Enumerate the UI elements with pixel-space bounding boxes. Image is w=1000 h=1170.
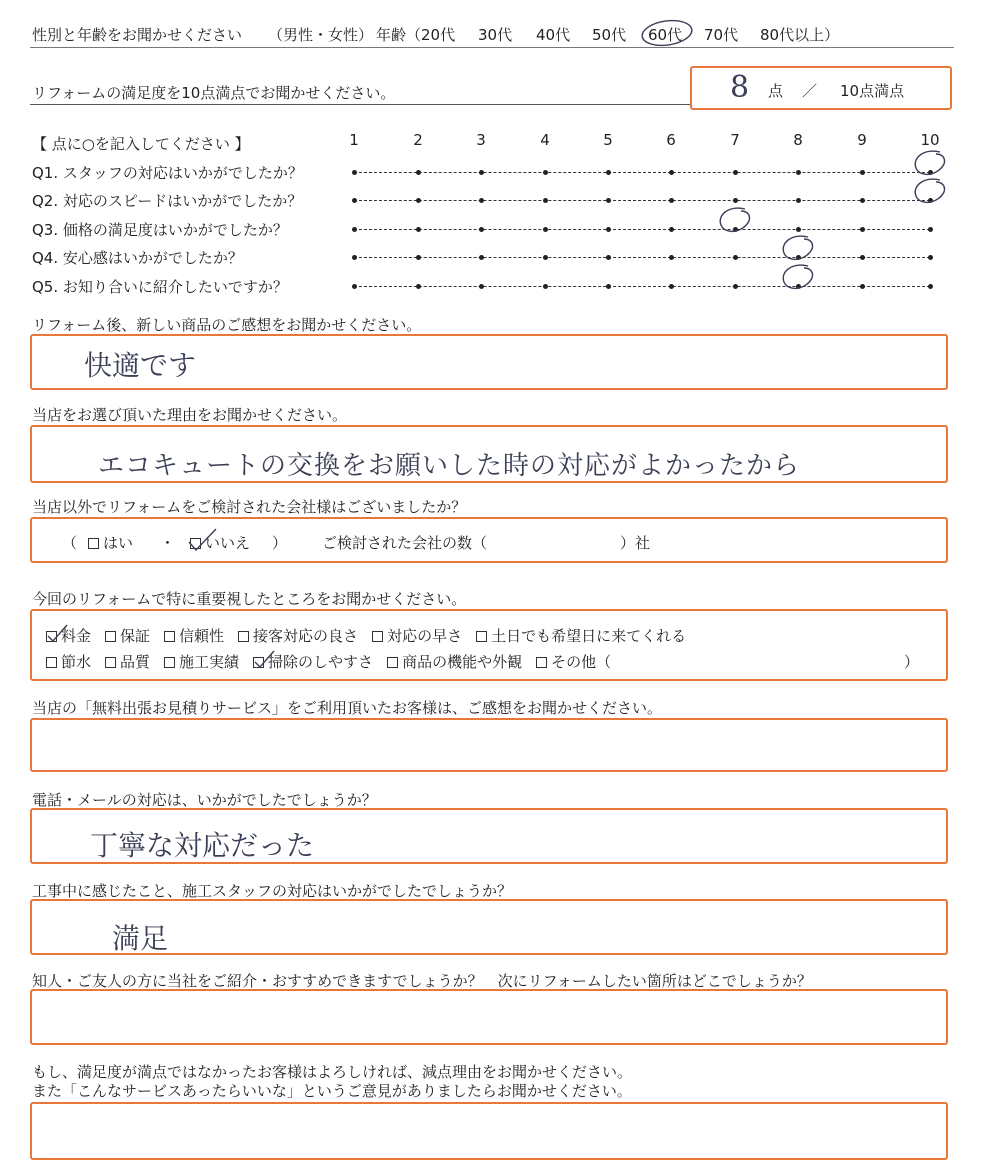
priority-other-close-paren: ）	[904, 653, 920, 671]
checkbox[interactable]	[476, 631, 487, 642]
check-mark	[47, 624, 69, 644]
scale-point[interactable]	[928, 227, 933, 232]
referral-label: 知人・ご友人の方に当社をご紹介・おすすめできますでしょうか？ 次にリフォームしたい箇所はどこでしょうか？	[32, 972, 812, 990]
scale-point[interactable]	[733, 255, 738, 260]
priority-option[interactable]	[238, 625, 358, 646]
scale-number: 3	[476, 131, 486, 149]
no-check-mark	[186, 526, 222, 556]
checkbox[interactable]	[372, 631, 383, 642]
answer-circle	[778, 262, 818, 296]
other-companies-yes[interactable]	[88, 532, 133, 553]
scale-point[interactable]	[860, 198, 865, 203]
scale-point[interactable]	[479, 198, 484, 203]
satisfaction-slash: ／	[802, 82, 818, 100]
company-count-label: ご検討された会社の数（	[322, 534, 488, 552]
scale-point[interactable]	[543, 255, 548, 260]
checkbox[interactable]	[46, 657, 57, 668]
impression-answer: 快適です	[84, 349, 197, 382]
satisfaction-max: 10点満点	[840, 82, 905, 100]
age-option-80[interactable]: 80代以上）	[760, 26, 840, 44]
priority-option-label: 掃除のしやすさ	[268, 653, 374, 671]
scale-point[interactable]	[416, 198, 421, 203]
priority-option-label: 施工実績	[179, 653, 240, 671]
scale-number: 10	[920, 131, 940, 149]
age-label: 年齢（20代	[376, 26, 456, 44]
gender-age-label: 性別と年齢をお聞かせください	[32, 26, 243, 44]
priority-option-label: 保証	[120, 627, 151, 645]
scale-point[interactable]	[860, 255, 865, 260]
priority-option[interactable]	[46, 651, 91, 672]
age-option-70[interactable]: 70代	[704, 26, 739, 44]
other-companies-box	[30, 517, 948, 563]
priority-option[interactable]	[372, 625, 462, 646]
feedback-answer-box[interactable]	[30, 1102, 948, 1160]
scale-number: 4	[540, 131, 550, 149]
checked-checkbox[interactable]	[253, 657, 264, 668]
checked-checkbox[interactable]	[46, 631, 57, 642]
satisfaction-unit: 点	[768, 82, 784, 100]
scale-number: 8	[793, 131, 803, 149]
scale-row-line	[354, 257, 930, 258]
scale-point[interactable]	[352, 255, 357, 260]
scale-number: 6	[666, 131, 676, 149]
satisfaction-label: リフォームの満足度を10点満点でお聞かせください。	[32, 84, 396, 102]
scale-point[interactable]	[669, 255, 674, 260]
scale-point[interactable]	[669, 284, 674, 289]
priority-option[interactable]	[105, 625, 150, 646]
scale-row-line	[354, 229, 930, 230]
priority-option-label: 商品の機能や外観	[402, 653, 523, 671]
contact-label: 電話・メールの対応は、いかがでしたでしょうか？	[32, 791, 377, 809]
gender-options[interactable]: （男性・女性）	[268, 26, 374, 44]
feedback-label-line1: もし、満足度が満点ではなかったお客様はよろしければ、減点理由をお聞かせください。	[32, 1063, 633, 1081]
scale-point[interactable]	[733, 170, 738, 175]
question-q1: Q1. スタッフの対応はいかがでしたか？	[32, 164, 303, 182]
scale-point[interactable]	[796, 170, 801, 175]
scale-point[interactable]	[416, 284, 421, 289]
scale-point[interactable]	[733, 198, 738, 203]
scale-point[interactable]	[669, 170, 674, 175]
construction-answer-box[interactable]	[30, 899, 948, 955]
satisfaction-underline	[30, 104, 690, 105]
scale-point[interactable]	[543, 227, 548, 232]
age-selection-circle	[640, 14, 700, 54]
construction-label: 工事中に感じたこと、施工スタッフの対応はいかがでしたでしょうか？	[32, 882, 513, 900]
scale-point[interactable]	[733, 284, 738, 289]
priorities-row-2	[46, 651, 625, 672]
scale-point[interactable]	[860, 170, 865, 175]
contact-answer-box[interactable]	[30, 808, 948, 864]
scale-point[interactable]	[543, 284, 548, 289]
no-label: いいえ	[205, 534, 251, 552]
priority-option-label: 節水	[61, 653, 92, 671]
question-q3: Q3. 価格の満足度はいかがでしたか？	[32, 221, 288, 239]
scale-point[interactable]	[860, 284, 865, 289]
priority-option[interactable]	[164, 625, 224, 646]
checkbox[interactable]	[387, 657, 398, 668]
scale-point[interactable]	[606, 198, 611, 203]
scale-point[interactable]	[479, 170, 484, 175]
other-companies-open-paren: （	[62, 534, 78, 552]
checkbox[interactable]	[536, 657, 547, 668]
scale-point[interactable]	[352, 198, 357, 203]
impression-answer-box[interactable]	[30, 334, 948, 390]
scale-point[interactable]	[416, 255, 421, 260]
priority-option[interactable]	[476, 625, 686, 646]
priority-option-label: 接客対応の良さ	[253, 627, 359, 645]
satisfaction-score-value: 8	[730, 70, 750, 105]
answer-circle	[910, 176, 950, 210]
other-companies-label: 当店以外でリフォームをご検討された会社様はございましたか？	[32, 498, 467, 516]
reason-label: 当店をお選び頂いた理由をお聞かせください。	[32, 406, 348, 424]
scale-point[interactable]	[606, 170, 611, 175]
estimate-answer-box[interactable]	[30, 718, 948, 772]
scale-number: 2	[413, 131, 423, 149]
question-q4: Q4. 安心感はいかがでしたか？	[32, 249, 243, 267]
priority-option-label: 信頼性	[179, 627, 225, 645]
scale-number: 9	[857, 131, 867, 149]
scale-point[interactable]	[543, 198, 548, 203]
company-count-suffix: ）社	[620, 534, 651, 552]
scale-point[interactable]	[352, 284, 357, 289]
header-rule	[30, 47, 954, 48]
reason-answer-box[interactable]	[30, 425, 948, 483]
priorities-label: 今回のリフォームで特に重要視したところをお聞かせください。	[32, 590, 467, 608]
priorities-box	[30, 609, 948, 681]
scale-point[interactable]	[416, 227, 421, 232]
scale-point[interactable]	[606, 255, 611, 260]
priority-option[interactable]	[253, 651, 373, 672]
scale-number: 5	[603, 131, 613, 149]
yes-checkbox[interactable]	[88, 538, 99, 549]
checkbox[interactable]	[164, 657, 175, 668]
scale-point[interactable]	[860, 227, 865, 232]
checkbox[interactable]	[238, 631, 249, 642]
scale-point[interactable]	[928, 255, 933, 260]
answer-circle	[715, 205, 755, 239]
scale-point[interactable]	[479, 284, 484, 289]
checkbox[interactable]	[105, 657, 116, 668]
scale-row-line	[354, 200, 930, 201]
scale-row-line	[354, 172, 930, 173]
question-q2: Q2. 対応のスピードはいかがでしたか？	[32, 192, 303, 210]
scale-point[interactable]	[796, 227, 801, 232]
scale-point[interactable]	[928, 284, 933, 289]
scale-point[interactable]	[352, 227, 357, 232]
other-companies-close-paren: ）	[272, 534, 288, 552]
age-option-60[interactable]: 60代	[648, 26, 683, 44]
age-option-40[interactable]: 40代	[536, 26, 571, 44]
estimate-label: 当店の「無料出張お見積りサービス」をご利用頂いたお客様は、ご感想をお聞かせください。	[32, 699, 663, 717]
priority-option[interactable]	[46, 625, 91, 646]
scale-point[interactable]	[669, 227, 674, 232]
contact-answer: 丁寧な対応だった	[90, 829, 315, 862]
check-mark	[254, 650, 276, 670]
construction-answer: 満足	[112, 922, 169, 955]
priorities-row-1	[46, 625, 700, 646]
scale-point[interactable]	[352, 170, 357, 175]
satisfaction-score-box[interactable]	[690, 66, 952, 110]
scale-point[interactable]	[416, 170, 421, 175]
scale-point[interactable]	[479, 227, 484, 232]
referral-answer-box[interactable]	[30, 989, 948, 1045]
question-q5: Q5. お知り合いに紹介したいですか？	[32, 278, 288, 296]
scale-number: 1	[349, 131, 359, 149]
scale-point[interactable]	[543, 170, 548, 175]
priority-option-label: 品質	[120, 653, 151, 671]
priority-option-label: 土日でも希望日に来てくれる	[491, 627, 687, 645]
priority-option-label: その他（	[551, 653, 612, 671]
scale-instruction: 【 点に○を記入してください 】	[32, 135, 250, 153]
feedback-label-line2: また「こんなサービスあったらいいな」というご意見がありましたらお聞かせください。	[32, 1082, 632, 1100]
age-option-30[interactable]: 30代	[478, 26, 513, 44]
yes-label: はい	[103, 534, 134, 552]
scale-point[interactable]	[669, 198, 674, 203]
priority-option[interactable]	[387, 651, 522, 672]
priority-option[interactable]	[105, 651, 150, 672]
scale-row-line	[354, 286, 930, 287]
scale-point[interactable]	[796, 198, 801, 203]
scale-number: 7	[730, 131, 740, 149]
reason-answer: エコキュートの交換をお願いした時の対応がよかったから	[98, 451, 801, 481]
scale-point[interactable]	[606, 284, 611, 289]
checkbox[interactable]	[164, 631, 175, 642]
scale-point[interactable]	[606, 227, 611, 232]
other-companies-dot: ・	[160, 534, 176, 552]
checkbox[interactable]	[105, 631, 116, 642]
age-option-50[interactable]: 50代	[592, 26, 627, 44]
scale-point[interactable]	[479, 255, 484, 260]
impression-label: リフォーム後、新しい商品のご感想をお聞かせください。	[32, 316, 422, 334]
priority-option[interactable]	[164, 651, 239, 672]
priority-option[interactable]	[536, 651, 611, 672]
priority-option-label: 対応の早さ	[387, 627, 463, 645]
priority-option-label: 料金	[61, 627, 92, 645]
